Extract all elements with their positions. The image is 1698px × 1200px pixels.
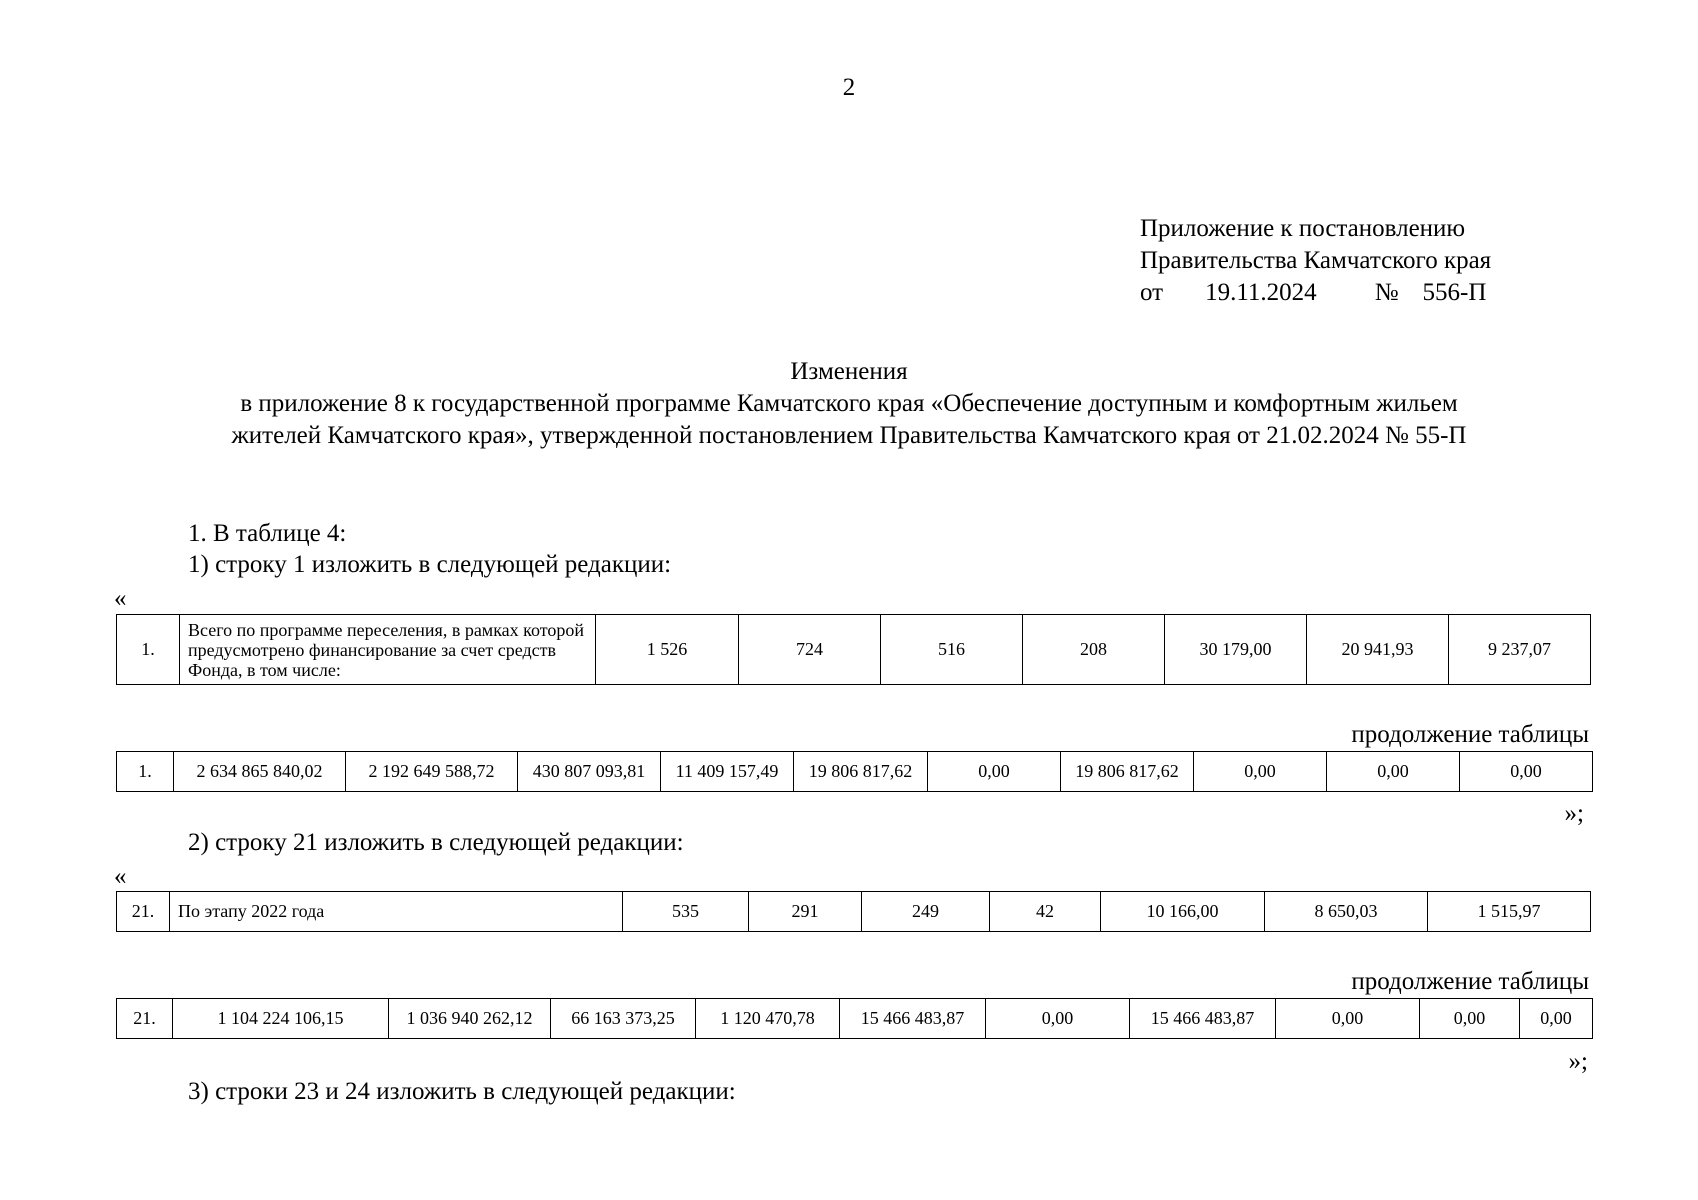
close-quote-1: »; [1564,800,1584,827]
value-cell: 42 [990,892,1101,932]
page-number: 2 [842,74,856,101]
row-number-cell: 21. [117,999,173,1039]
table-row-21-part-2 [116,998,1593,1039]
value-cell: 15 466 483,87 [840,999,986,1039]
value-cell: 0,00 [986,999,1130,1039]
item-1-text: 1) строку 1 изложить в следующей редакции: [188,551,672,578]
table-row [117,615,1591,685]
value-cell: 0,00 [1460,752,1593,792]
row-number-cell: 21. [117,892,170,932]
value-cell: 10 166,00 [1101,892,1265,932]
value-cell: 9 237,07 [1449,615,1591,685]
approval-number-label: № [1374,279,1399,306]
value-cell: 8 650,03 [1265,892,1428,932]
value-cell: 66 163 373,25 [551,999,696,1039]
approval-from-label: от [1140,279,1164,306]
approval-stamp [1140,213,1491,309]
approval-line-2: Правительства Камчатского края [1140,247,1492,274]
approval-number: 556-П [1422,279,1487,306]
value-cell: 1 120 470,78 [696,999,840,1039]
value-cell: 15 466 483,87 [1130,999,1276,1039]
value-cell: 1 515,97 [1428,892,1591,932]
value-cell: 208 [1023,615,1165,685]
section-heading: 1. В таблице 4: [188,520,347,547]
value-cell: 11 409 157,49 [661,752,794,792]
value-cell: 19 806 817,62 [1061,752,1194,792]
table-row-1-part-2 [116,751,1593,792]
description-cell: По этапу 2022 года [170,892,623,932]
row-number-cell: 1. [117,752,174,792]
title-line-2: в приложение 8 к государственной программе Камчатского края «Обеспечение доступным и комфортным жильем [240,390,1458,417]
value-cell: 516 [881,615,1023,685]
item-2-text: 2) строку 21 изложить в следующей редакции: [188,829,684,856]
title-line-3: жителей Камчатского края», утвержденной постановлением Правительства Камчатского края от 21.02.2024 № 55-П [231,422,1467,449]
value-cell: 1 526 [596,615,739,685]
value-cell: 249 [862,892,990,932]
table-row [117,752,1593,792]
value-cell: 0,00 [1194,752,1327,792]
value-cell: 2 634 865 840,02 [174,752,346,792]
table-row-21-part-1 [116,891,1591,932]
value-cell: 0,00 [1327,752,1460,792]
row-number-cell: 1. [117,615,180,685]
document-title [0,356,1698,452]
value-cell: 30 179,00 [1165,615,1307,685]
title-line-1: Изменения [790,358,908,385]
value-cell: 535 [623,892,749,932]
value-cell: 0,00 [1276,999,1420,1039]
value-cell: 291 [749,892,862,932]
table-row-1-part-1 [116,614,1591,685]
continuation-label-1: продолжение таблицы [1351,721,1589,748]
value-cell: 0,00 [928,752,1061,792]
value-cell: 2 192 649 588,72 [346,752,518,792]
approval-date: 19.11.2024 [1205,279,1317,306]
value-cell: 430 807 093,81 [518,752,661,792]
value-cell: 20 941,93 [1307,615,1449,685]
open-quote-2: « [114,863,127,890]
value-cell: 1 104 224 106,15 [173,999,389,1039]
table-row [117,892,1591,932]
table-row [117,999,1593,1039]
value-cell: 0,00 [1420,999,1520,1039]
approval-line-3 [1140,277,1491,309]
open-quote-1: « [114,585,127,612]
close-quote-2: »; [1568,1048,1588,1075]
approval-line-1: Приложение к постановлению [1140,215,1466,242]
continuation-label-2: продолжение таблицы [1351,968,1589,995]
value-cell: 1 036 940 262,12 [389,999,551,1039]
description-cell: Всего по программе переселения, в рамках которой предусмотрено финансирование за счет средств Фонда, в том числе: [180,615,596,685]
value-cell: 0,00 [1520,999,1593,1039]
value-cell: 724 [739,615,881,685]
value-cell: 19 806 817,62 [794,752,928,792]
item-3-text: 3) строки 23 и 24 изложить в следующей редакции: [188,1078,736,1105]
